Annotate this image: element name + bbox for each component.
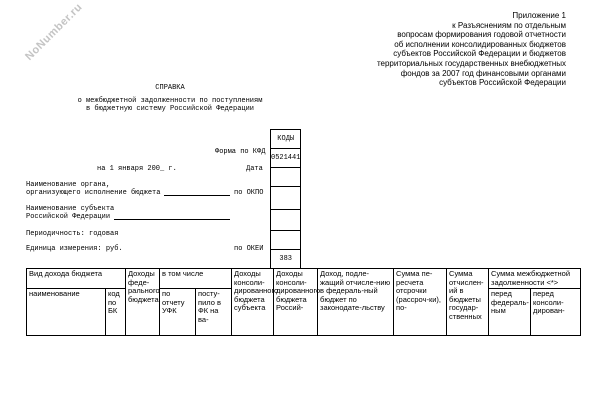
- form-kfd-label: Форма по КФД: [215, 148, 266, 156]
- okpo-label: по ОКПО: [234, 189, 264, 197]
- subheader-ufk: по отчету УФК: [160, 289, 196, 336]
- header-income-type: Вид дохода бюджета: [27, 269, 126, 289]
- subject-name-field[interactable]: [114, 219, 230, 220]
- org-label-1: Наименование органа,: [26, 181, 111, 189]
- code-blank-2: [271, 231, 301, 250]
- periodicity-label: Периодичность: годовая: [26, 230, 119, 238]
- date-line: на 1 января 200_ г.: [97, 165, 177, 173]
- header-interbudget-debt: Сумма межбюджетной задолженности <*>: [489, 269, 581, 289]
- codes-box: [270, 129, 301, 269]
- appendix-note: [306, 11, 566, 88]
- org-label-2: организующего исполнение бюджета: [26, 189, 161, 197]
- debt-table: [26, 268, 581, 336]
- appendix-line: Приложение 1: [512, 11, 566, 20]
- subject-label-1: Наименование субъекта: [26, 205, 115, 213]
- code-date: [271, 168, 301, 187]
- code-okpo: [271, 187, 301, 210]
- doc-subtitle-2: в бюджетную систему Российской Федерации: [85, 105, 255, 113]
- header-income-due: Доход, подле-жащий отчисле-нию в федераль-ный бюджет по законодате-льству: [318, 269, 394, 336]
- doc-subtitle-1: о межбюджетной задолженности по поступлениям: [77, 97, 263, 105]
- unit-label: Единица измерения: руб.: [26, 245, 123, 253]
- subheader-name: наименование: [27, 289, 106, 336]
- doc-title: СПРАВКА: [155, 84, 185, 92]
- header-deferment: Сумма пе-ресчета отсрочки (рассроч-ки), по-: [394, 269, 447, 336]
- appendix-line: субъектов Российской Федерации и бюджетов: [393, 49, 566, 59]
- header-deducted: Сумма отчислен-ий в бюджеты государ-ственных: [447, 269, 489, 336]
- header-including: в том числе: [160, 269, 232, 289]
- okei-label: по ОКЕИ: [234, 245, 264, 253]
- watermark-text: NoNumber.ru: [23, 1, 85, 63]
- subheader-fk: посту-пило в ФК на ва-: [196, 289, 232, 336]
- appendix-line: фондов за 2007 год финансовыми органами: [400, 68, 566, 78]
- code-okud: 0521441: [271, 149, 301, 168]
- date-label: Дата: [246, 165, 263, 173]
- code-okei: 383: [271, 250, 301, 269]
- header-fed-income: Доходы феде-рального бюджета,: [126, 269, 160, 336]
- code-blank-1: [271, 210, 301, 231]
- codes-header: КОДЫ: [271, 130, 301, 149]
- header-consolidated-subject: Доходы консоли-дированного бюджета субъекта: [232, 269, 274, 336]
- subheader-consolidated: перед консоли-дирован-: [531, 289, 581, 336]
- appendix-line: территориальных государственных внебюджетных: [376, 58, 566, 68]
- appendix-line: вопросам формирования годовой отчетности: [397, 30, 566, 40]
- appendix-line: субъектов Российской Федерации: [439, 78, 566, 88]
- org-name-field[interactable]: [164, 195, 230, 196]
- appendix-line: к Разъяснениям по отдельным: [452, 20, 566, 30]
- subheader-federal: перед федераль-ным: [489, 289, 531, 336]
- header-consolidated-rf: Доходы консоли-дированного бюджета Россий-: [274, 269, 318, 336]
- subheader-code: код по БК: [106, 289, 126, 336]
- subject-label-2: Российской Федерации: [26, 213, 111, 221]
- appendix-line: об исполнении консолидированных бюджетов: [394, 39, 566, 49]
